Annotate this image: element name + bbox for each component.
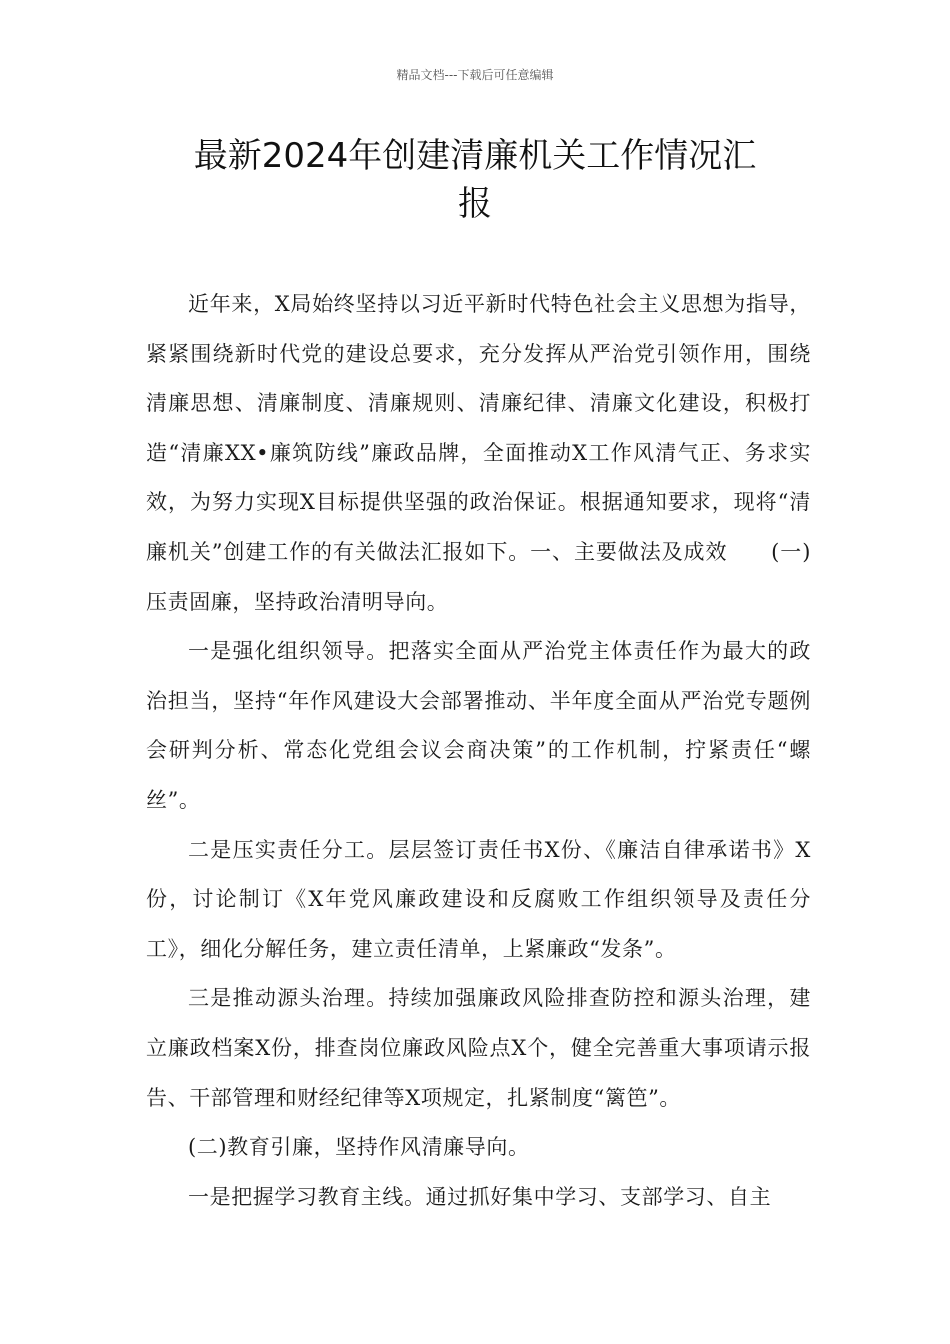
title-line-1: 最新2024年创建清廉机关工作情况汇 xyxy=(193,136,757,176)
paragraph-responsibility: 二是压实责任分工。层层签订责任书X份、《廉洁自律承诺书》X份，讨论制订《X年党风廉政建设和反腐败工作组织领导及责任分工》，细化分解任务，建立责任清单，上紧廉政“发条”。 xyxy=(146,837,811,961)
document-title xyxy=(150,132,800,228)
document-body xyxy=(146,280,811,1222)
paragraph-source-governance: 三是推动源头治理。持续加强廉政风险排查防控和源头治理，建立廉政档案X份，排查岗位廉政风险点X个，健全完善重大事项请示报告、干部管理和财经纪律等X项规定，扎紧制度“篱笆”。 xyxy=(146,986,811,1110)
paragraph-learning: 一是把握学习教育主线。通过抓好集中学习、支部学习、自主 xyxy=(188,1184,772,1209)
section-heading-education: (二)教育引廉，坚持作风清廉导向。 xyxy=(188,1135,530,1160)
header-note: 精品文档---下载后可任意编辑 xyxy=(396,68,554,82)
paragraph-organization: 一是强化组织领导。把落实全面从严治党主体责任作为最大的政治担当，坚持“年作风建设大会部署推动、半年度全面从严治党专题例会研判分析、常态化党组会议会商决策”的工作机制，拧紧责任“螺丝”。 xyxy=(146,639,811,812)
paragraph-intro: 近年来，X局始终坚持以习近平新时代特色社会主义思想为指导，紧紧围绕新时代党的建设总要求，充分发挥从严治党引领作用，围绕清廉思想、清廉制度、清廉规则、清廉纪律、清廉文化建设，积极打造“清廉XX•廉筑防线”廉政品牌，全面推动X工作风清气正、务求实效，为努力实现X目标提供坚强的政治保证。根据通知要求，现将“清廉机关”创建工作的有关做法汇报如下。一、主要做法及成效 (一)压责固廉，坚持政治清明导向。 xyxy=(146,292,811,614)
title-line-2: 报 xyxy=(458,184,492,224)
